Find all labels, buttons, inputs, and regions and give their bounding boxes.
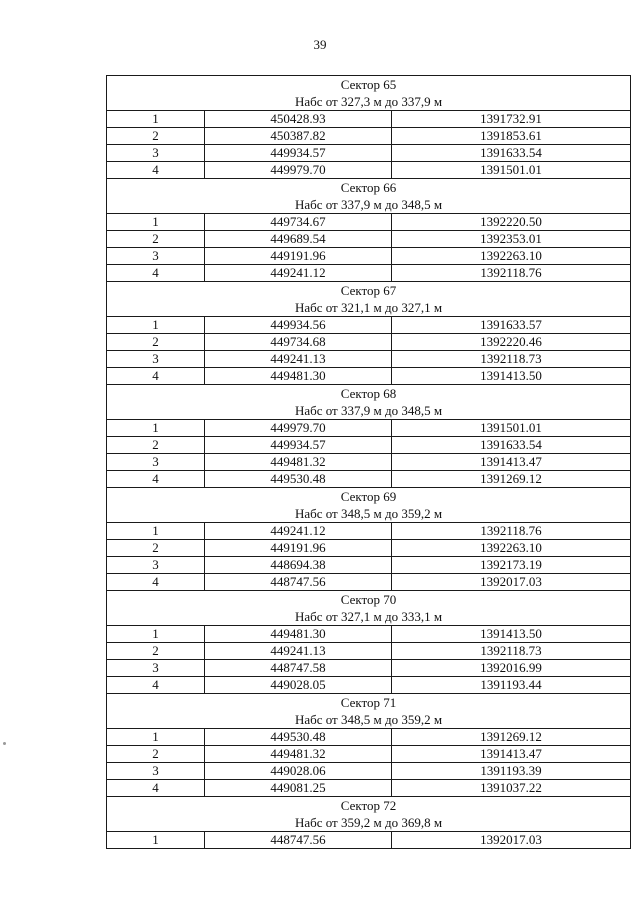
y-coordinate-cell: 1391853.61 xyxy=(392,128,631,145)
table-row xyxy=(107,248,631,265)
x-coordinate-cell: 449241.12 xyxy=(205,523,392,540)
point-number-cell: 4 xyxy=(107,471,205,488)
x-coordinate-cell: 449081.25 xyxy=(205,780,392,797)
sector-header-row xyxy=(107,179,631,214)
point-number-cell: 1 xyxy=(107,523,205,540)
table-row xyxy=(107,368,631,385)
y-coordinate-cell: 1392263.10 xyxy=(392,248,631,265)
y-coordinate-cell: 1392118.76 xyxy=(392,523,631,540)
sector-title: Сектор 67 xyxy=(340,283,397,298)
table-row xyxy=(107,643,631,660)
point-number-cell: 2 xyxy=(107,643,205,660)
sector-elevation-range: Набс от 359,2 м до 369,8 м xyxy=(294,815,443,830)
y-coordinate-cell: 1391037.22 xyxy=(392,780,631,797)
y-coordinate-cell: 1391501.01 xyxy=(392,162,631,179)
y-coordinate-cell: 1391501.01 xyxy=(392,420,631,437)
point-number-cell: 3 xyxy=(107,660,205,677)
sector-header-row xyxy=(107,797,631,832)
table-row xyxy=(107,832,631,849)
x-coordinate-cell: 449241.12 xyxy=(205,265,392,282)
sector-elevation-range: Набс от 337,9 м до 348,5 м xyxy=(294,403,443,418)
table-row xyxy=(107,214,631,231)
x-coordinate-cell: 450428.93 xyxy=(205,111,392,128)
x-coordinate-cell: 449191.96 xyxy=(205,248,392,265)
y-coordinate-cell: 1392173.19 xyxy=(392,557,631,574)
x-coordinate-cell: 449530.48 xyxy=(205,729,392,746)
table-row xyxy=(107,145,631,162)
sector-title: Сектор 69 xyxy=(340,489,397,504)
table-row xyxy=(107,471,631,488)
sector-header xyxy=(107,179,631,214)
table-row xyxy=(107,351,631,368)
table-row xyxy=(107,677,631,694)
point-number-cell: 3 xyxy=(107,145,205,162)
x-coordinate-cell: 448747.58 xyxy=(205,660,392,677)
x-coordinate-cell: 449530.48 xyxy=(205,471,392,488)
coordinates-table xyxy=(106,75,631,849)
x-coordinate-cell: 449241.13 xyxy=(205,643,392,660)
y-coordinate-cell: 1392118.73 xyxy=(392,643,631,660)
y-coordinate-cell: 1391633.54 xyxy=(392,145,631,162)
x-coordinate-cell: 449191.96 xyxy=(205,540,392,557)
sector-elevation-range: Набс от 337,9 м до 348,5 м xyxy=(294,197,443,212)
table-row xyxy=(107,437,631,454)
y-coordinate-cell: 1392220.50 xyxy=(392,214,631,231)
sector-header-row xyxy=(107,591,631,626)
sector-elevation-range: Набс от 321,1 м до 327,1 м xyxy=(294,300,443,315)
scan-edge-mark xyxy=(3,742,6,745)
x-coordinate-cell: 449734.68 xyxy=(205,334,392,351)
sector-title: Сектор 71 xyxy=(340,695,397,710)
y-coordinate-cell: 1392118.76 xyxy=(392,265,631,282)
x-coordinate-cell: 449241.13 xyxy=(205,351,392,368)
sector-header xyxy=(107,694,631,729)
table-row xyxy=(107,317,631,334)
point-number-cell: 2 xyxy=(107,437,205,454)
table-row xyxy=(107,420,631,437)
y-coordinate-cell: 1392118.73 xyxy=(392,351,631,368)
x-coordinate-cell: 449481.32 xyxy=(205,454,392,471)
y-coordinate-cell: 1391732.91 xyxy=(392,111,631,128)
point-number-cell: 1 xyxy=(107,214,205,231)
y-coordinate-cell: 1392220.46 xyxy=(392,334,631,351)
y-coordinate-cell: 1391413.50 xyxy=(392,368,631,385)
point-number-cell: 2 xyxy=(107,231,205,248)
x-coordinate-cell: 449979.70 xyxy=(205,162,392,179)
y-coordinate-cell: 1391413.47 xyxy=(392,746,631,763)
table-row xyxy=(107,334,631,351)
table-row xyxy=(107,574,631,591)
point-number-cell: 2 xyxy=(107,128,205,145)
table-row xyxy=(107,128,631,145)
point-number-cell: 1 xyxy=(107,111,205,128)
point-number-cell: 1 xyxy=(107,832,205,849)
sector-title: Сектор 70 xyxy=(340,592,397,607)
table-row xyxy=(107,231,631,248)
table-row xyxy=(107,523,631,540)
sector-header-row xyxy=(107,694,631,729)
coordinates-table-body xyxy=(107,76,631,849)
point-number-cell: 4 xyxy=(107,368,205,385)
y-coordinate-cell: 1392263.10 xyxy=(392,540,631,557)
y-coordinate-cell: 1391413.47 xyxy=(392,454,631,471)
y-coordinate-cell: 1391633.54 xyxy=(392,437,631,454)
y-coordinate-cell: 1391193.44 xyxy=(392,677,631,694)
table-row xyxy=(107,660,631,677)
point-number-cell: 3 xyxy=(107,454,205,471)
point-number-cell: 2 xyxy=(107,334,205,351)
x-coordinate-cell: 449934.57 xyxy=(205,145,392,162)
y-coordinate-cell: 1391413.50 xyxy=(392,626,631,643)
sector-title: Сектор 66 xyxy=(340,180,397,195)
point-number-cell: 1 xyxy=(107,420,205,437)
table-row xyxy=(107,265,631,282)
sector-elevation-range: Набс от 327,1 м до 333,1 м xyxy=(294,609,443,624)
point-number-cell: 4 xyxy=(107,162,205,179)
sector-header xyxy=(107,488,631,523)
table-row xyxy=(107,111,631,128)
point-number-cell: 4 xyxy=(107,265,205,282)
sector-elevation-range: Набс от 327,3 м до 337,9 м xyxy=(294,94,443,109)
point-number-cell: 3 xyxy=(107,763,205,780)
y-coordinate-cell: 1392017.03 xyxy=(392,574,631,591)
sector-title: Сектор 65 xyxy=(340,77,397,92)
x-coordinate-cell: 448747.56 xyxy=(205,832,392,849)
sector-elevation-range: Набс от 348,5 м до 359,2 м xyxy=(294,712,443,727)
table-row xyxy=(107,729,631,746)
point-number-cell: 4 xyxy=(107,677,205,694)
x-coordinate-cell: 449481.30 xyxy=(205,368,392,385)
sector-elevation-range: Набс от 348,5 м до 359,2 м xyxy=(294,506,443,521)
point-number-cell: 2 xyxy=(107,540,205,557)
sector-header xyxy=(107,591,631,626)
y-coordinate-cell: 1392017.03 xyxy=(392,832,631,849)
x-coordinate-cell: 448694.38 xyxy=(205,557,392,574)
point-number-cell: 2 xyxy=(107,746,205,763)
x-coordinate-cell: 450387.82 xyxy=(205,128,392,145)
x-coordinate-cell: 449934.56 xyxy=(205,317,392,334)
x-coordinate-cell: 449689.54 xyxy=(205,231,392,248)
table-row xyxy=(107,763,631,780)
sector-header-row xyxy=(107,282,631,317)
point-number-cell: 3 xyxy=(107,351,205,368)
table-row xyxy=(107,557,631,574)
x-coordinate-cell: 449481.30 xyxy=(205,626,392,643)
sector-header-row xyxy=(107,385,631,420)
table-row xyxy=(107,454,631,471)
x-coordinate-cell: 449481.32 xyxy=(205,746,392,763)
sector-header xyxy=(107,76,631,111)
y-coordinate-cell: 1392353.01 xyxy=(392,231,631,248)
y-coordinate-cell: 1391193.39 xyxy=(392,763,631,780)
point-number-cell: 1 xyxy=(107,729,205,746)
table-row xyxy=(107,626,631,643)
point-number-cell: 3 xyxy=(107,557,205,574)
point-number-cell: 1 xyxy=(107,626,205,643)
sector-header xyxy=(107,282,631,317)
x-coordinate-cell: 448747.56 xyxy=(205,574,392,591)
table-row xyxy=(107,540,631,557)
point-number-cell: 1 xyxy=(107,317,205,334)
sector-header xyxy=(107,385,631,420)
sector-header-row xyxy=(107,76,631,111)
sector-header-row xyxy=(107,488,631,523)
page-number: 39 xyxy=(313,37,327,52)
x-coordinate-cell: 449734.67 xyxy=(205,214,392,231)
y-coordinate-cell: 1392016.99 xyxy=(392,660,631,677)
point-number-cell: 3 xyxy=(107,248,205,265)
y-coordinate-cell: 1391633.57 xyxy=(392,317,631,334)
sector-title: Сектор 68 xyxy=(340,386,397,401)
x-coordinate-cell: 449979.70 xyxy=(205,420,392,437)
y-coordinate-cell: 1391269.12 xyxy=(392,729,631,746)
x-coordinate-cell: 449028.05 xyxy=(205,677,392,694)
sector-header xyxy=(107,797,631,832)
table-row xyxy=(107,780,631,797)
x-coordinate-cell: 449934.57 xyxy=(205,437,392,454)
sector-title: Сектор 72 xyxy=(340,798,397,813)
table-row xyxy=(107,746,631,763)
table-row xyxy=(107,162,631,179)
point-number-cell: 4 xyxy=(107,574,205,591)
point-number-cell: 4 xyxy=(107,780,205,797)
x-coordinate-cell: 449028.06 xyxy=(205,763,392,780)
y-coordinate-cell: 1391269.12 xyxy=(392,471,631,488)
